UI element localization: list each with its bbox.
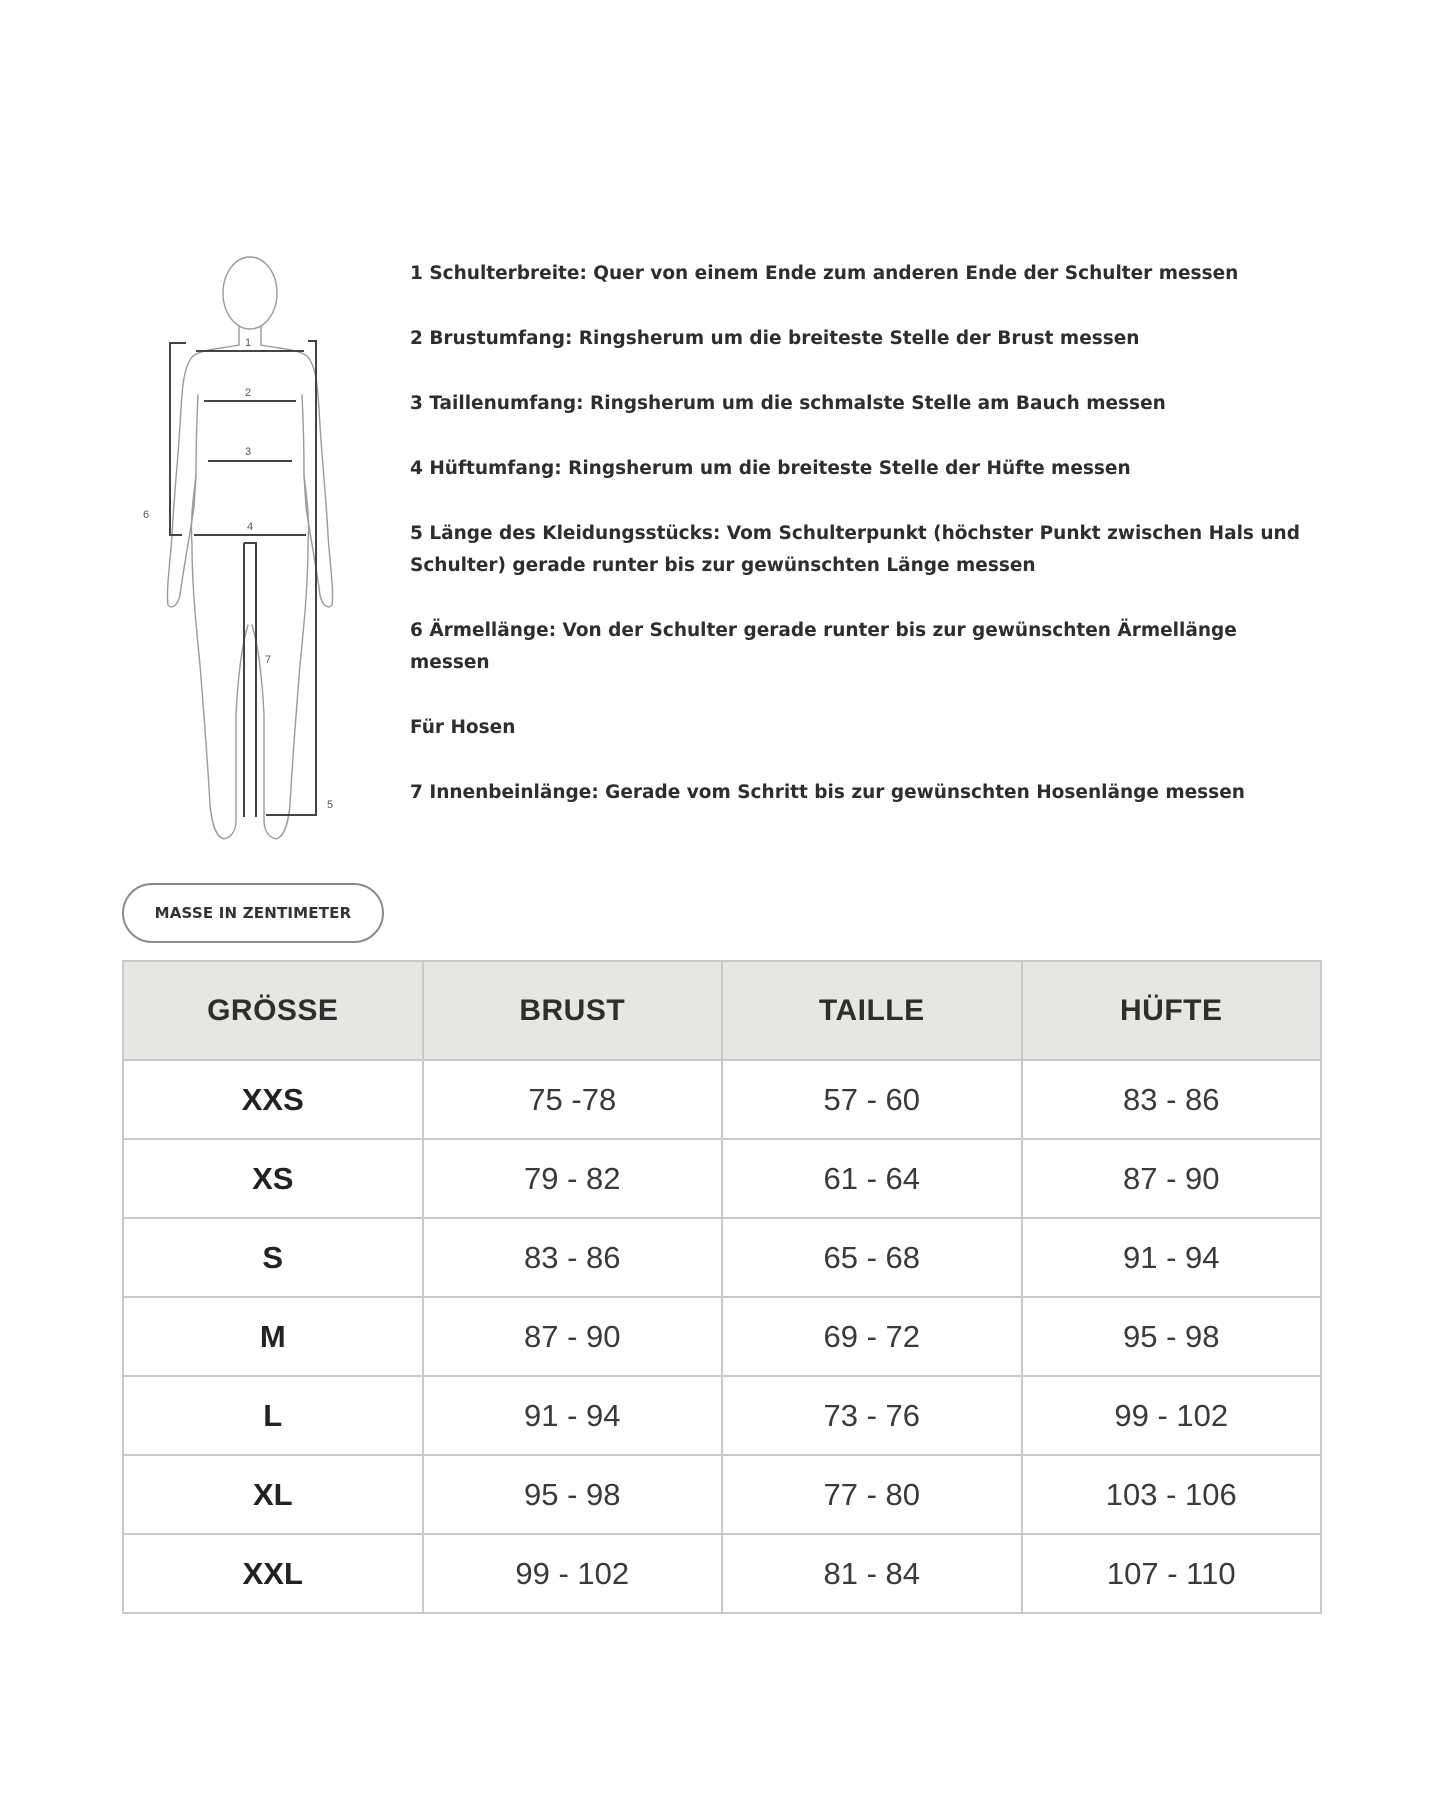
figure-label-5: 5	[326, 799, 334, 811]
chest-cell: 79 - 82	[423, 1139, 723, 1218]
figure-label-3: 3	[244, 446, 252, 458]
chest-cell: 75 -78	[423, 1060, 723, 1139]
table-row	[123, 1455, 1321, 1534]
waist-cell: 69 - 72	[722, 1297, 1022, 1376]
size-chart-table	[122, 960, 1322, 1614]
measurement-instructions	[410, 258, 1305, 842]
waist-cell: 77 - 80	[722, 1455, 1022, 1534]
figure-label-2: 2	[244, 387, 252, 399]
chest-cell: 95 - 98	[423, 1455, 723, 1534]
size-cell: XL	[123, 1455, 423, 1534]
chest-cell: 99 - 102	[423, 1534, 723, 1613]
size-cell: XXS	[123, 1060, 423, 1139]
table-header-row	[123, 961, 1321, 1060]
hip-cell: 99 - 102	[1022, 1376, 1322, 1455]
waist-cell: 81 - 84	[722, 1534, 1022, 1613]
waist-cell: 61 - 64	[722, 1139, 1022, 1218]
instruction-waist: 3 Taillenumfang: Ringsherum um die schmalste Stelle am Bauch messen	[410, 393, 1166, 414]
size-cell: XXL	[123, 1534, 423, 1613]
column-header-hip: HÜFTE	[1022, 961, 1322, 1060]
chest-cell: 87 - 90	[423, 1297, 723, 1376]
column-header-waist: TAILLE	[722, 961, 1022, 1060]
unit-badge: MASSE IN ZENTIMETER	[122, 883, 384, 943]
instruction-sleeve-length: 6 Ärmellänge: Von der Schulter gerade runter bis zur gewünschten Ärmellänge messen	[410, 620, 1237, 673]
size-cell: M	[123, 1297, 423, 1376]
chest-cell: 83 - 86	[423, 1218, 723, 1297]
waist-cell: 65 - 68	[722, 1218, 1022, 1297]
instruction-shoulder-width: 1 Schulterbreite: Quer von einem Ende zum anderen Ende der Schulter messen	[410, 263, 1239, 284]
table-row	[123, 1139, 1321, 1218]
figure-label-1: 1	[244, 337, 252, 349]
chest-cell: 91 - 94	[423, 1376, 723, 1455]
instruction-inseam: 7 Innenbeinlänge: Gerade vom Schritt bis zur gewünschten Hosenlänge messen	[410, 782, 1245, 803]
table-row	[123, 1297, 1321, 1376]
table-row	[123, 1060, 1321, 1139]
hip-cell: 91 - 94	[1022, 1218, 1322, 1297]
size-cell: S	[123, 1218, 423, 1297]
hip-cell: 107 - 110	[1022, 1534, 1322, 1613]
instruction-garment-length: 5 Länge des Kleidungsstücks: Vom Schulterpunkt (höchster Punkt zwischen Hals und Schulter) gerade runter bis zur gewünschten Länge messen	[410, 523, 1300, 576]
figure-label-6: 6	[142, 509, 150, 521]
waist-cell: 73 - 76	[722, 1376, 1022, 1455]
size-cell: XS	[123, 1139, 423, 1218]
body-measurement-figure	[120, 245, 360, 860]
instruction-hip: 4 Hüftumfang: Ringsherum um die breiteste Stelle der Hüfte messen	[410, 458, 1131, 479]
table-row	[123, 1218, 1321, 1297]
figure-label-4: 4	[246, 521, 254, 533]
table-row	[123, 1376, 1321, 1455]
body-outline-illustration	[120, 245, 360, 860]
size-cell: L	[123, 1376, 423, 1455]
table-row	[123, 1534, 1321, 1613]
hip-cell: 87 - 90	[1022, 1139, 1322, 1218]
column-header-size: GRÖSSE	[123, 961, 423, 1060]
column-header-chest: BRUST	[423, 961, 723, 1060]
figure-label-7: 7	[264, 654, 272, 666]
waist-cell: 57 - 60	[722, 1060, 1022, 1139]
instruction-chest: 2 Brustumfang: Ringsherum um die breiteste Stelle der Brust messen	[410, 328, 1140, 349]
hip-cell: 95 - 98	[1022, 1297, 1322, 1376]
instruction-trousers-heading: Für Hosen	[410, 717, 516, 738]
hip-cell: 103 - 106	[1022, 1455, 1322, 1534]
hip-cell: 83 - 86	[1022, 1060, 1322, 1139]
